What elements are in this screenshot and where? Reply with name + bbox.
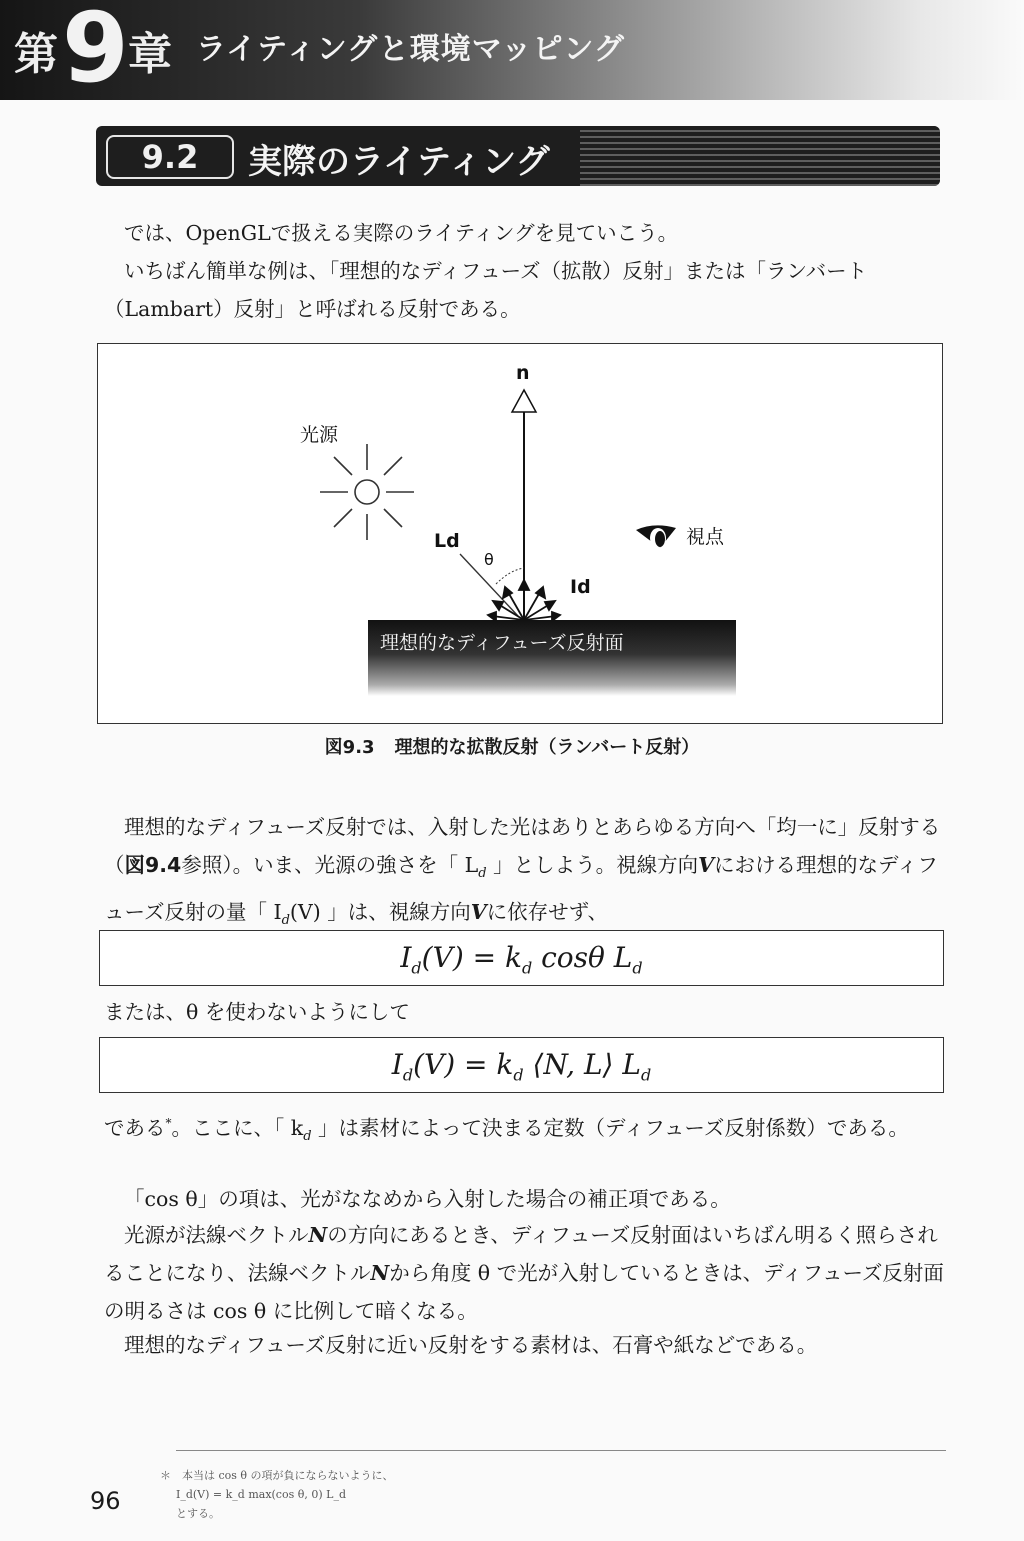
eq2-sub-2: d (513, 1065, 524, 1085)
after-eq-a: である (104, 1115, 166, 1140)
p5-n-2: N (370, 1261, 390, 1285)
light-source-label: 光源 (300, 424, 339, 446)
eye-icon (636, 525, 676, 548)
eq1-sub-1: d (411, 958, 422, 978)
theta-label: θ (484, 550, 494, 569)
eq2-mid: (V) = k (413, 1048, 514, 1081)
figure-lambert (97, 343, 943, 724)
p3-sub-2: d (281, 913, 290, 929)
after-equation-text (104, 1104, 944, 1156)
page-number: 96 (90, 1487, 121, 1515)
intro-paragraph-1: では、OpenGLで扱える実際のライティングを見ていこう。 (124, 221, 679, 245)
eq1-lhs: I (400, 941, 412, 974)
eq2-sub-3: d (640, 1065, 652, 1085)
between-equations-text: または、θ を使わないようにして (104, 1000, 410, 1024)
p3-text-f: に依存せず、 (486, 900, 609, 925)
intro-paragraph-2: いちばん簡単な例は、「理想的なディフューズ（拡散）反射」または「ランバート（Lambart）反射」と呼ばれる反射である。 (104, 259, 868, 321)
p3-sub-1: d (478, 866, 487, 882)
p5-text-c: から角度 θ で光が入射しているときは、ディフューズ反射面の明るさは cos θ に比例して暗くなる。 (104, 1261, 944, 1323)
p3-figure-ref: 図9.4 (124, 853, 182, 877)
section-header-stripes (580, 126, 940, 186)
eq2-rhs: ⟨N, L⟩ L (523, 1048, 641, 1081)
section-number: 9.2 (106, 135, 234, 179)
equation-1 (99, 930, 944, 986)
normal-label: n (516, 362, 530, 384)
after-eq-b: 。ここに、「 k (171, 1115, 304, 1140)
caption-text: 理想的な拡散反射（ランバート反射） (394, 737, 700, 758)
chapter-title: ライティングと環境マッピング (196, 32, 625, 67)
after-eq-sub: d (303, 1128, 312, 1144)
chapter-prefix: 第 (14, 29, 58, 80)
footnote-line-1: ＊ 本当は cos θ の項が負にならないように、 (160, 1469, 394, 1482)
section-header (96, 126, 940, 186)
theta-arc (496, 568, 524, 584)
diffuse-surface (368, 620, 736, 696)
eq1-rhs: cosθ L (532, 941, 633, 974)
section-title: 実際のライティング (248, 142, 550, 182)
ld-label: Ld (434, 530, 460, 552)
p3-text-a: 理想的なディフューズ反射では、入射した光はありとあらゆる方向へ「均一に」反射する（ (104, 815, 941, 877)
p3-v-2: V (470, 900, 487, 925)
chapter-header (0, 0, 1024, 104)
body-paragraph-6: 理想的なディフューズ反射に近い反射をする素材は、石膏や紙などである。 (124, 1333, 818, 1357)
eq1-mid: (V) = k (421, 941, 522, 974)
eq2-sub-1: d (402, 1065, 414, 1085)
normal-arrowhead (512, 390, 536, 412)
body-paragraph-4: 「cos θ」の項は、光がななめから入射した場合の補正項である。 (124, 1187, 731, 1211)
p5-text-a: 光源が法線ベクトル (124, 1223, 309, 1247)
p3-text-c: 」としよう。視線方向 (486, 853, 699, 877)
eq1-sub-3: d (632, 958, 643, 978)
footnote (160, 1466, 580, 1523)
eye-label: 視点 (686, 526, 725, 548)
chapter-suffix: 章 (128, 29, 172, 80)
body-paragraph-5 (104, 1216, 944, 1330)
equation-2 (99, 1037, 944, 1093)
p3-text-d: における理想的なディフューズ反射の量「 I (104, 853, 938, 925)
eq1-sub-2: d (521, 958, 533, 978)
reflected-rays (488, 580, 560, 621)
surface-label: 理想的なディフューズ反射面 (380, 632, 624, 654)
footnote-marker: * (165, 1116, 172, 1130)
caption-number: 図9.3 (324, 737, 375, 758)
body-paragraph-3 (104, 808, 944, 940)
after-eq-c: 」は素材によって決まる定数（ディフューズ反射係数）である。 (311, 1115, 909, 1140)
p3-text-e: (V) 」は、視線方向 (289, 900, 471, 925)
footer-rule (176, 1450, 946, 1451)
id-label: Id (570, 576, 591, 598)
p5-text-b: の方向にあるとき、ディフューズ反射面はいちばん明るく照らされることになり、法線ベクトル (104, 1223, 938, 1285)
p3-v-1: V (698, 853, 714, 877)
footnote-line-3: とする。 (176, 1507, 220, 1520)
p5-n-1: N (308, 1223, 328, 1247)
p3-text-b: 参照）。いま、光源の強さを「 L (181, 853, 479, 877)
light-source-icon (320, 444, 414, 540)
chapter-number: 9 (62, 0, 129, 104)
footnote-line-2: I_d(V) = k_d max(cos θ, 0) L_d (176, 1488, 346, 1501)
eq2-lhs: I (391, 1048, 403, 1081)
figure-caption (0, 733, 1024, 759)
